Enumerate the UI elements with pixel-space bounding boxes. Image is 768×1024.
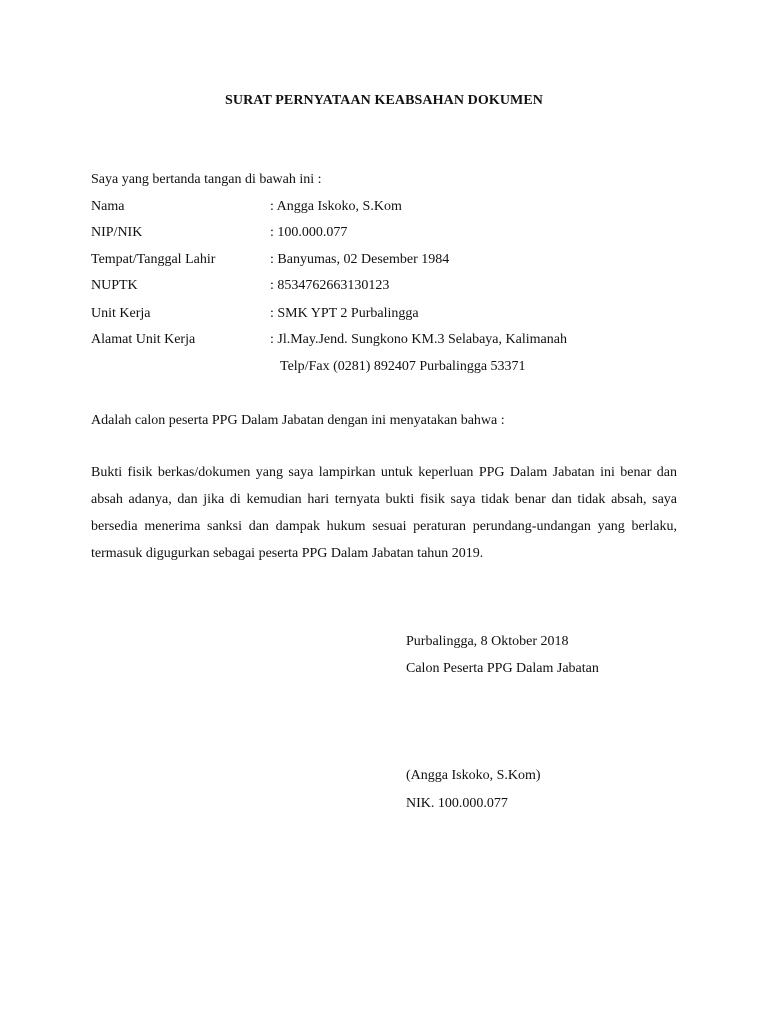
field-label-unit-kerja: Unit Kerja	[91, 306, 151, 321]
field-value-nip: : 100.000.077	[270, 225, 348, 240]
field-value-nuptk: : 8534762663130123	[270, 278, 390, 293]
signature-nik: NIK. 100.000.077	[406, 796, 508, 811]
statement-intro: Adalah calon peserta PPG Dalam Jabatan dengan ini menyatakan bahwa :	[91, 413, 505, 428]
field-value-ttl: : Banyumas, 02 Desember 1984	[270, 252, 450, 267]
intro-text: Saya yang bertanda tangan di bawah ini :	[91, 172, 322, 187]
field-value-unit-kerja: : SMK YPT 2 Purbalingga	[270, 306, 419, 321]
field-label-nip: NIP/NIK	[91, 225, 143, 240]
field-value-alamat: : Jl.May.Jend. Sungkono KM.3 Selabaya, Kalimanah	[270, 332, 567, 347]
field-label-alamat: Alamat Unit Kerja	[91, 332, 196, 347]
signature-name: (Angga Iskoko, S.Kom)	[406, 768, 541, 783]
statement-body: Bukti fisik berkas/dokumen yang saya lampirkan untuk keperluan PPG Dalam Jabatan ini benar dan absah adanya, dan jika di kemudian hari ternyata bukti fisik saya tidak benar dan tidak absah, saya bersedia menerima sanksi dan dampak hukum sesuai peraturan perundang-undangan yang berlaku, termasuk digugurkan sebagai peserta PPG Dalam Jabatan tahun 2019.	[91, 465, 677, 561]
document-title: SURAT PERNYATAAN KEABSAHAN DOKUMEN	[224, 93, 544, 108]
field-label-nama: Nama	[91, 199, 125, 214]
field-label-ttl: Tempat/Tanggal Lahir	[91, 252, 216, 267]
signature-place-date: Purbalingga, 8 Oktober 2018	[406, 634, 569, 649]
address-continuation: Telp/Fax (0281) 892407 Purbalingga 53371	[280, 359, 526, 374]
field-label-nuptk: NUPTK	[91, 278, 138, 293]
signature-role: Calon Peserta PPG Dalam Jabatan	[406, 661, 599, 676]
field-value-nama: : Angga Iskoko, S.Kom	[270, 199, 402, 214]
